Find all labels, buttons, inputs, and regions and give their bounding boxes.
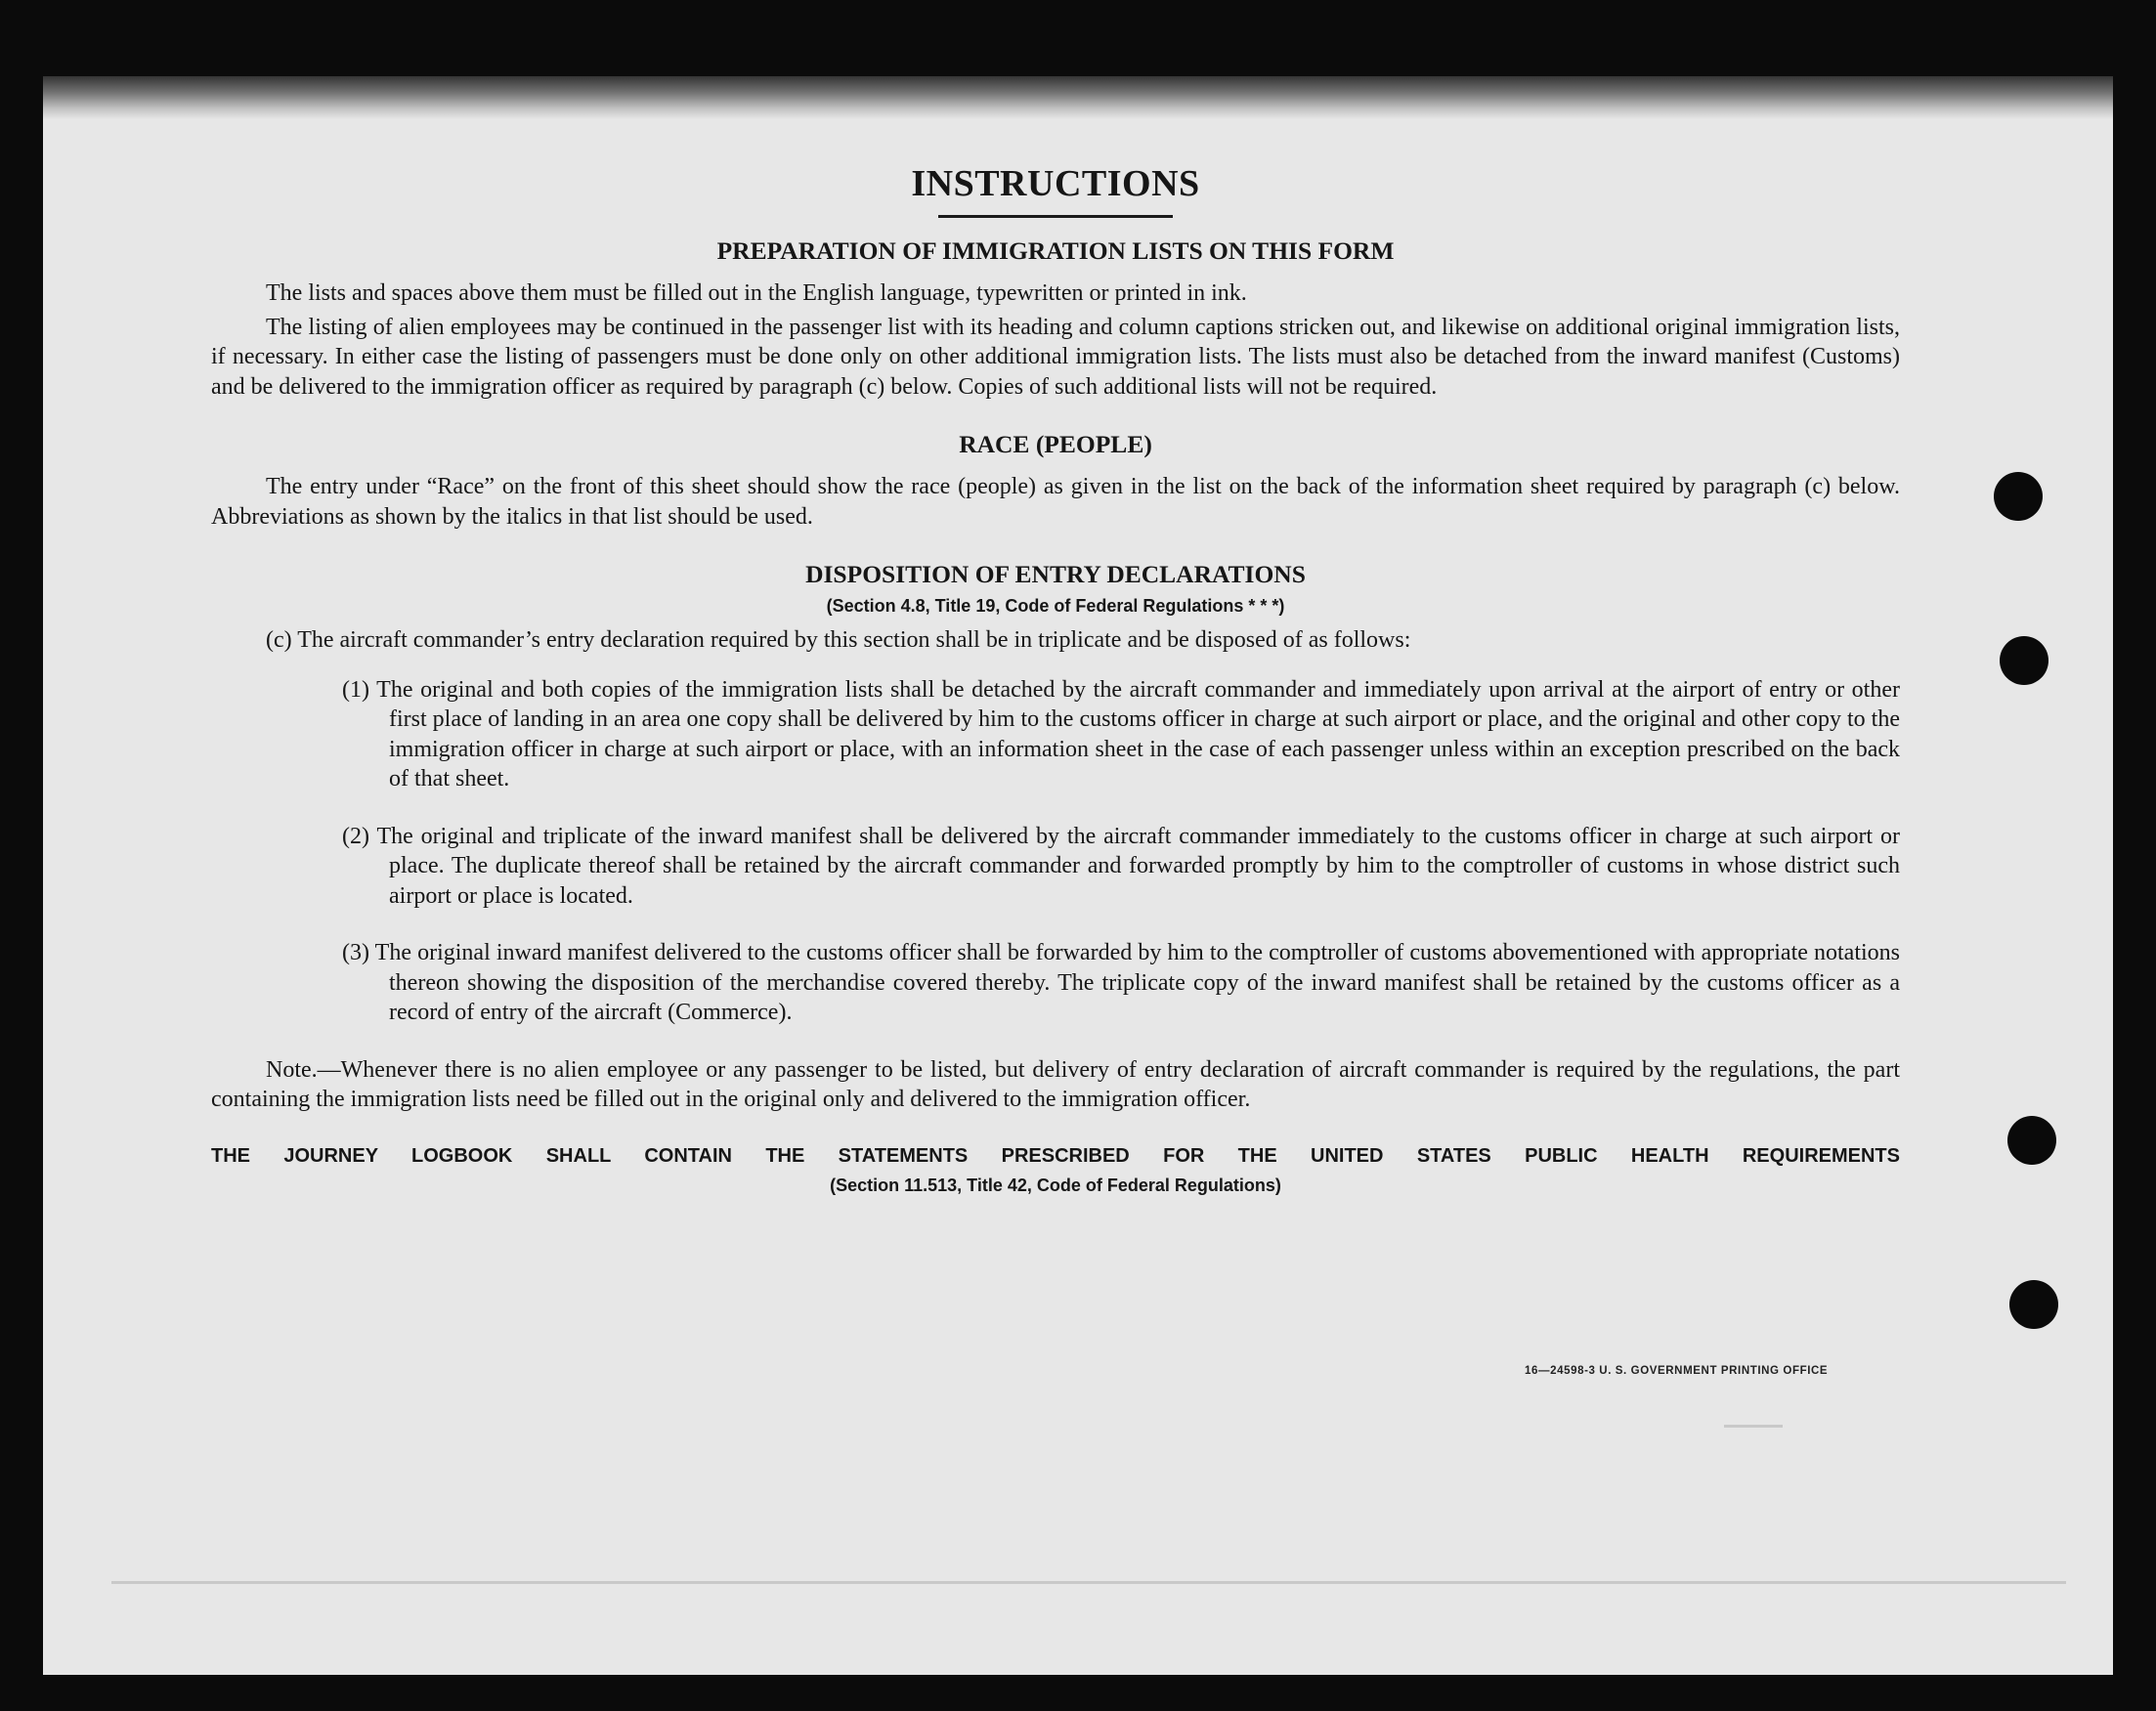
punch-hole <box>2009 1280 2058 1329</box>
list-item <box>211 675 1900 794</box>
bleed-through-line <box>1724 1425 1783 1428</box>
item-label: (2) <box>342 823 369 849</box>
section-heading-preparation: PREPARATION OF IMMIGRATION LISTS ON THIS FORM <box>716 236 1395 265</box>
bleed-through-line <box>111 1581 2066 1584</box>
list-item <box>211 938 1900 1028</box>
printer-imprint: 16—24598-3 U. S. GOVERNMENT PRINTING OFFICE <box>1525 1365 1829 1377</box>
paragraph-alien-employees: The listing of alien employees may be continued in the passenger list with its heading and column captions stricken out, and likewise on additional original immigration lists, if necessary. In either case the listing of passengers must be done only on other additional immigration lists. The lists must also be detached from the inward manifest (Customs) and be delivered to the immigration officer as required by paragraph (c) below. Copies of such additional lists will not be required. <box>211 314 1900 400</box>
paragraph-language: The lists and spaces above them must be filled out in the English language, typewritten or printed in ink. <box>266 280 1247 306</box>
closing-statement: THE JOURNEY LOGBOOK SHALL CONTAIN THE STATEMENTS PRESCRIBED FOR THE UNITED STATES PUBLIC HEALTH REQUIREMENTS <box>211 1144 1900 1167</box>
document-page <box>43 76 2113 1675</box>
punch-hole <box>2000 636 2048 685</box>
page-title: INSTRUCTIONS <box>911 163 1200 204</box>
paragraph-race: The entry under “Race” on the front of this sheet should show the race (people) as given in the list on the back of the information sheet required by paragraph (c) below. Abbreviations as shown by the italics in that list should be used. <box>211 474 1900 530</box>
punch-hole <box>1994 472 2043 521</box>
list-item <box>211 822 1900 912</box>
punch-hole <box>2007 1116 2056 1165</box>
section-citation: (Section 4.8, Title 19, Code of Federal Regulations * * *) <box>826 596 1285 616</box>
paragraph-note: Note.—Whenever there is no alien employee or any passenger to be listed, but delivery of entry declaration of aircraft commander is required by the regulations, the part containing the immigration lists need be filled out in the original only and delivered to the immigration officer. <box>211 1056 1900 1112</box>
item-text: The original inward manifest delivered to the customs officer shall be forwarded by him to the comptroller of customs abovementioned with appropriate notations thereon showing the disposition of the merchandise covered thereby. The triplicate copy of the inward manifest shall be retained by the customs officer as a record of entry of the aircraft (Commerce). <box>374 940 1900 1025</box>
section-heading-race: RACE (PEOPLE) <box>959 430 1152 458</box>
item-text: The original and triplicate of the inward manifest shall be delivered by the aircraft commander immediately to the customs officer in charge at such airport or place. The duplicate thereof shall be retained by the aircraft commander and forwarded promptly by him to the comptroller of customs in whose district such airport or place is located. <box>376 823 1900 909</box>
item-text: The original and both copies of the immigration lists shall be detached by the aircraft commander and immediately upon arrival at the airport of entry or other first place of landing in an area one copy shall be delivered by him to the customs officer in charge at such airport or place, and the original and other copy to the immigration officer in charge at such airport or place, with an information sheet in the case of each passenger unless within an exception prescribed on the back of that sheet. <box>376 676 1900 791</box>
title-underline <box>938 215 1173 218</box>
instructions-content <box>211 160 1900 1199</box>
paragraph-intro-c: (c) The aircraft commander’s entry declaration required by this section shall be in triplicate and be disposed of as follows: <box>266 627 1411 653</box>
item-label: (1) <box>342 676 369 703</box>
section-heading-disposition: DISPOSITION OF ENTRY DECLARATIONS <box>805 560 1306 588</box>
scan-top-edge <box>43 76 2113 119</box>
closing-citation: (Section 11.513, Title 42, Code of Federal Regulations) <box>830 1175 1281 1195</box>
item-label: (3) <box>342 940 369 965</box>
